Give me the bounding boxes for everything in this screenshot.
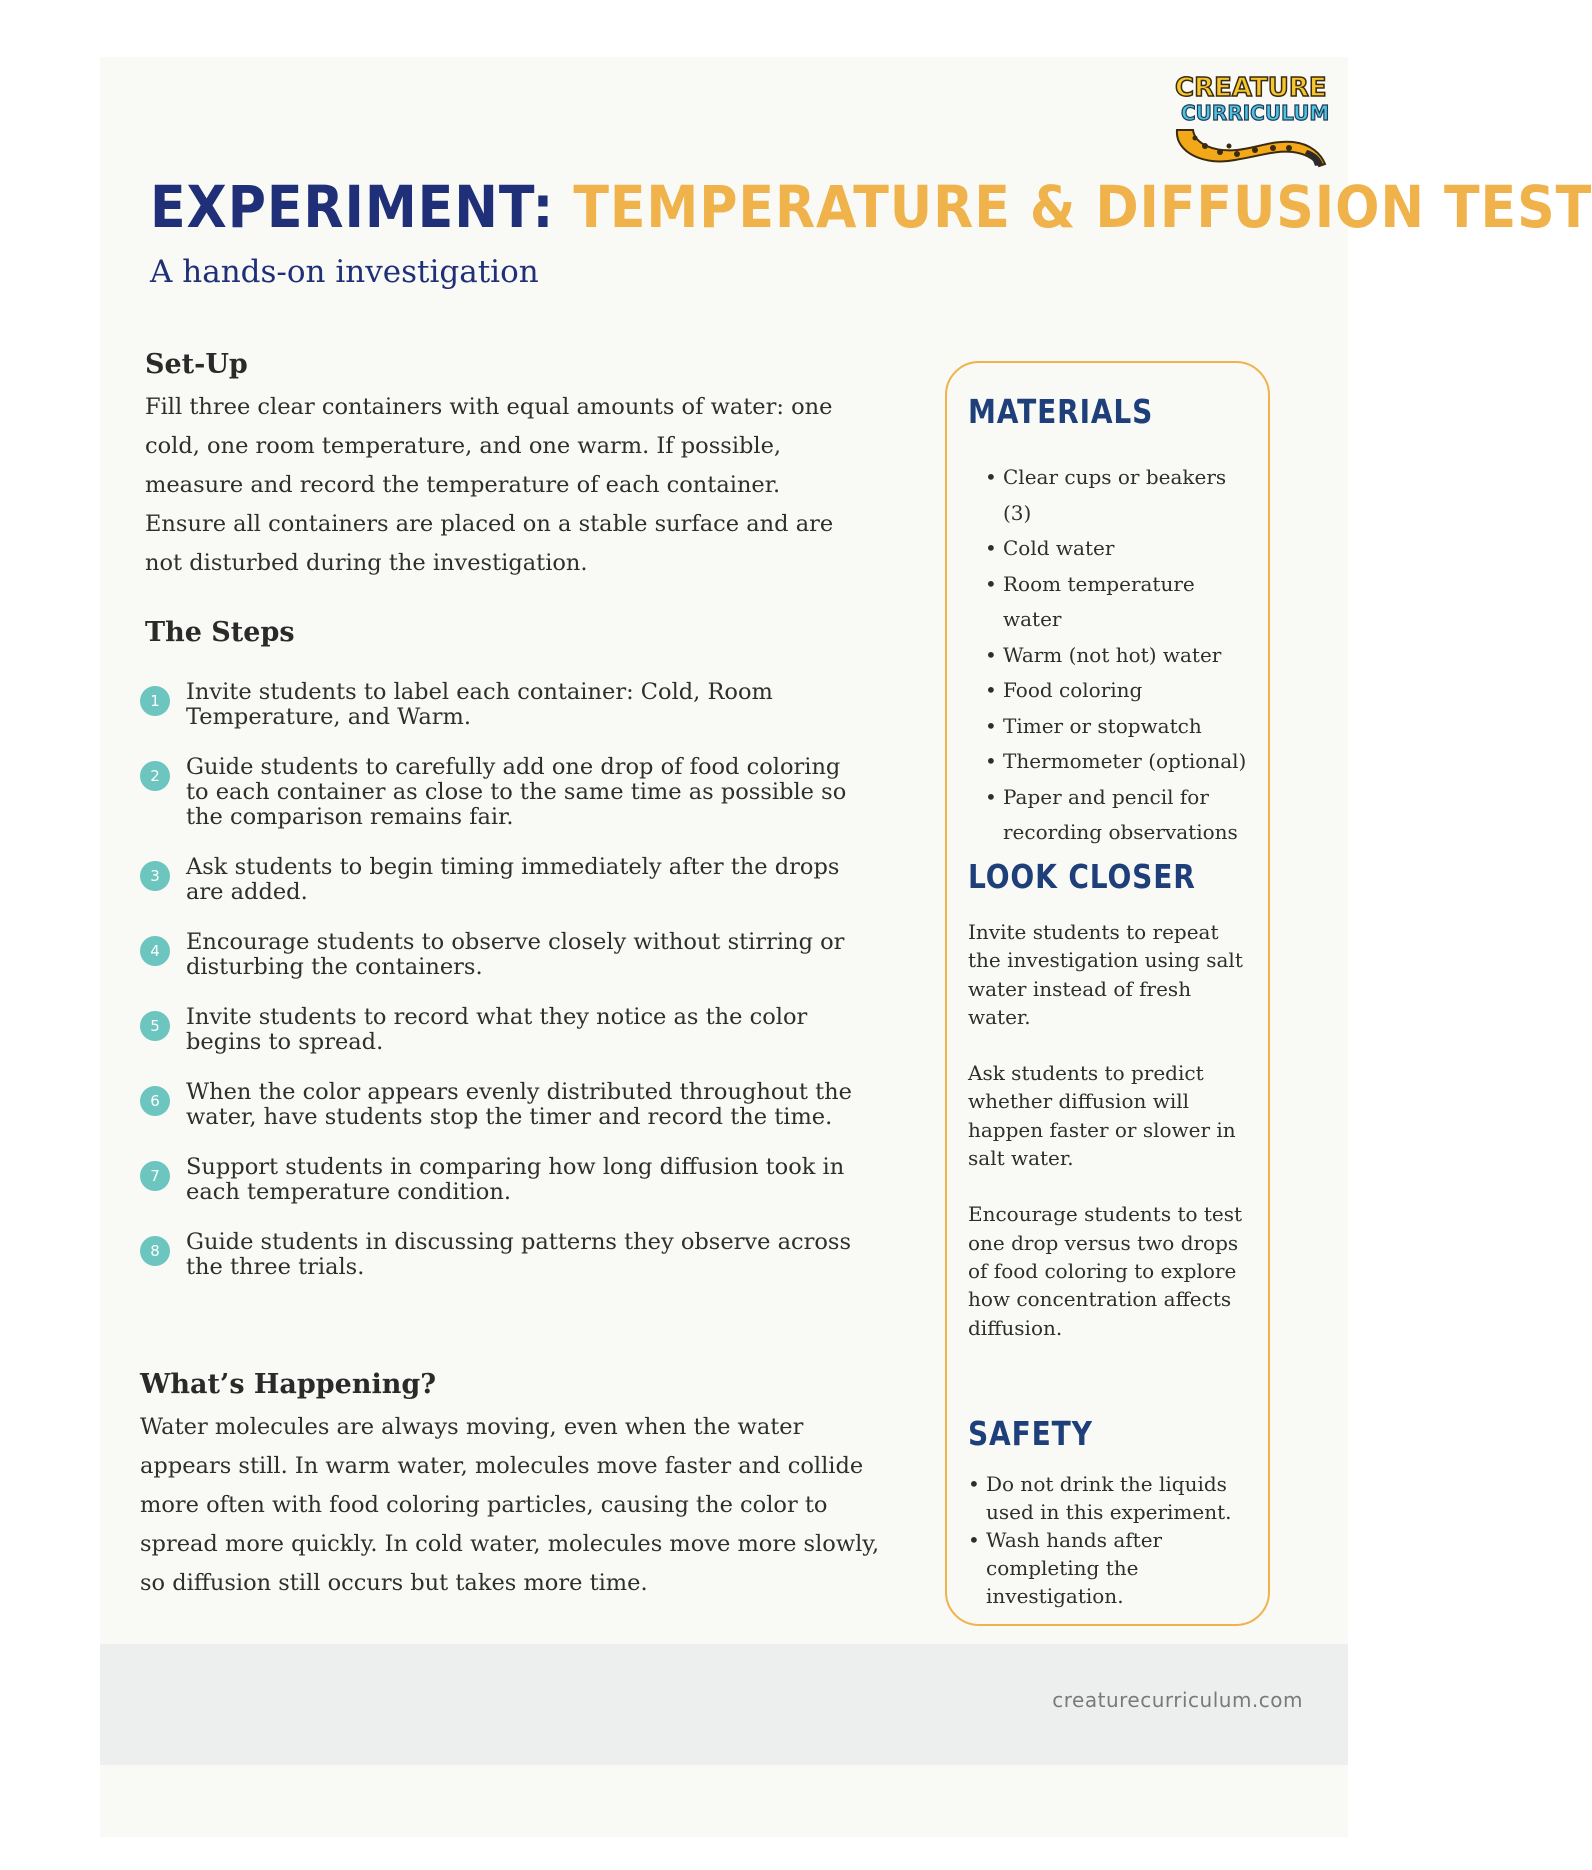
page-title: [150, 172, 1592, 242]
page-subtitle: A hands-on investigation: [150, 254, 539, 290]
happening-text: Water molecules are always moving, even when the water appears still. In warm water, molecules move faster and collide more often with food coloring particles, causing the color to spread more quickly. In cold water, molecules move more slowly, so diffusion still occurs but takes more time.: [140, 1414, 880, 1596]
list-item: • Clear cups or beakers (3): [985, 460, 1255, 531]
creature-curriculum-logo: [1165, 68, 1335, 168]
step-number-badge: 3: [140, 861, 170, 891]
step-number-badge: 7: [140, 1161, 170, 1191]
step-number-badge: 2: [140, 761, 170, 791]
step-text: Encourage students to observe closely without stirring or disturbing the containers.: [186, 929, 845, 980]
step-text: Ask students to begin timing immediately after the drops are added.: [186, 854, 840, 905]
step-item: [140, 930, 860, 980]
step-item: [140, 1005, 860, 1055]
setup-heading: Set-Up: [145, 349, 248, 380]
steps-heading: The Steps: [145, 617, 295, 648]
step-number-badge: 1: [140, 686, 170, 716]
list-item: • Paper and pencil for recording observations: [985, 780, 1255, 851]
look-closer-paragraph: Encourage students to test one drop versus two drops of food coloring to explore how concentration affects diffusion.: [968, 1202, 1243, 1340]
look-closer-text: [968, 918, 1253, 1370]
safety-list: [968, 1470, 1258, 1610]
step-number-badge: 8: [140, 1236, 170, 1266]
step-item: [140, 1230, 860, 1280]
step-text: Invite students to label each container: Cold, Room Temperature, and Warm.: [186, 679, 773, 730]
materials-list: [985, 460, 1255, 851]
list-item: • Thermometer (optional): [985, 744, 1255, 780]
logo-word-creature: CREATURE: [1175, 73, 1327, 103]
footer-url: creaturecurriculum.com: [1052, 1688, 1303, 1712]
step-item: [140, 1080, 860, 1130]
logo-word-curriculum: CURRICULUM: [1181, 101, 1330, 125]
step-item: [140, 755, 860, 830]
look-closer-paragraph: Ask students to predict whether diffusion will happen faster or slower in salt water.: [968, 1061, 1236, 1171]
step-text: Invite students to record what they notice as the color begins to spread.: [186, 1004, 808, 1055]
step-item: [140, 1155, 860, 1205]
step-text: Guide students to carefully add one drop of food coloring to each container as close to the same time as possible so the comparison remains fair.: [186, 754, 847, 830]
materials-heading: MATERIALS: [968, 392, 1154, 431]
list-item: • Cold water: [985, 531, 1255, 567]
steps-list: [140, 680, 860, 1280]
step-text: Guide students in discussing patterns they observe across the three trials.: [186, 1229, 852, 1280]
setup-text: Fill three clear containers with equal amounts of water: one cold, one room temperature, and one warm. If possible, measure and record the temperature of each container. Ensure all containers are placed on a stable surface and are not disturbed during the investigation.: [145, 394, 834, 576]
title-main: TEMPERATURE & DIFFUSION TEST: [573, 173, 1592, 241]
safety-heading: SAFETY: [968, 1414, 1093, 1453]
list-item: • Do not drink the liquids used in this experiment.: [968, 1470, 1258, 1526]
list-item: • Food coloring: [985, 673, 1255, 709]
list-item: • Warm (not hot) water: [985, 638, 1255, 674]
list-item: • Wash hands after completing the investigation.: [968, 1526, 1258, 1610]
step-text: Support students in comparing how long diffusion took in each temperature condition.: [186, 1154, 845, 1205]
step-number-badge: 6: [140, 1086, 170, 1116]
look-closer-paragraph: Invite students to repeat the investigation using salt water instead of fresh water.: [968, 920, 1243, 1029]
step-number-badge: 4: [140, 936, 170, 966]
list-item: • Room temperature water: [985, 567, 1255, 638]
step-text: When the color appears evenly distributed throughout the water, have students stop the timer and record the time.: [186, 1079, 852, 1130]
step-item: [140, 680, 860, 730]
list-item: • Timer or stopwatch: [985, 709, 1255, 745]
look-closer-heading: LOOK CLOSER: [968, 857, 1196, 896]
step-item: [140, 855, 860, 905]
happening-heading: What’s Happening?: [140, 1369, 437, 1400]
title-prefix: EXPERIMENT:: [150, 173, 555, 241]
page-footer: [100, 1644, 1348, 1765]
step-number-badge: 5: [140, 1011, 170, 1041]
